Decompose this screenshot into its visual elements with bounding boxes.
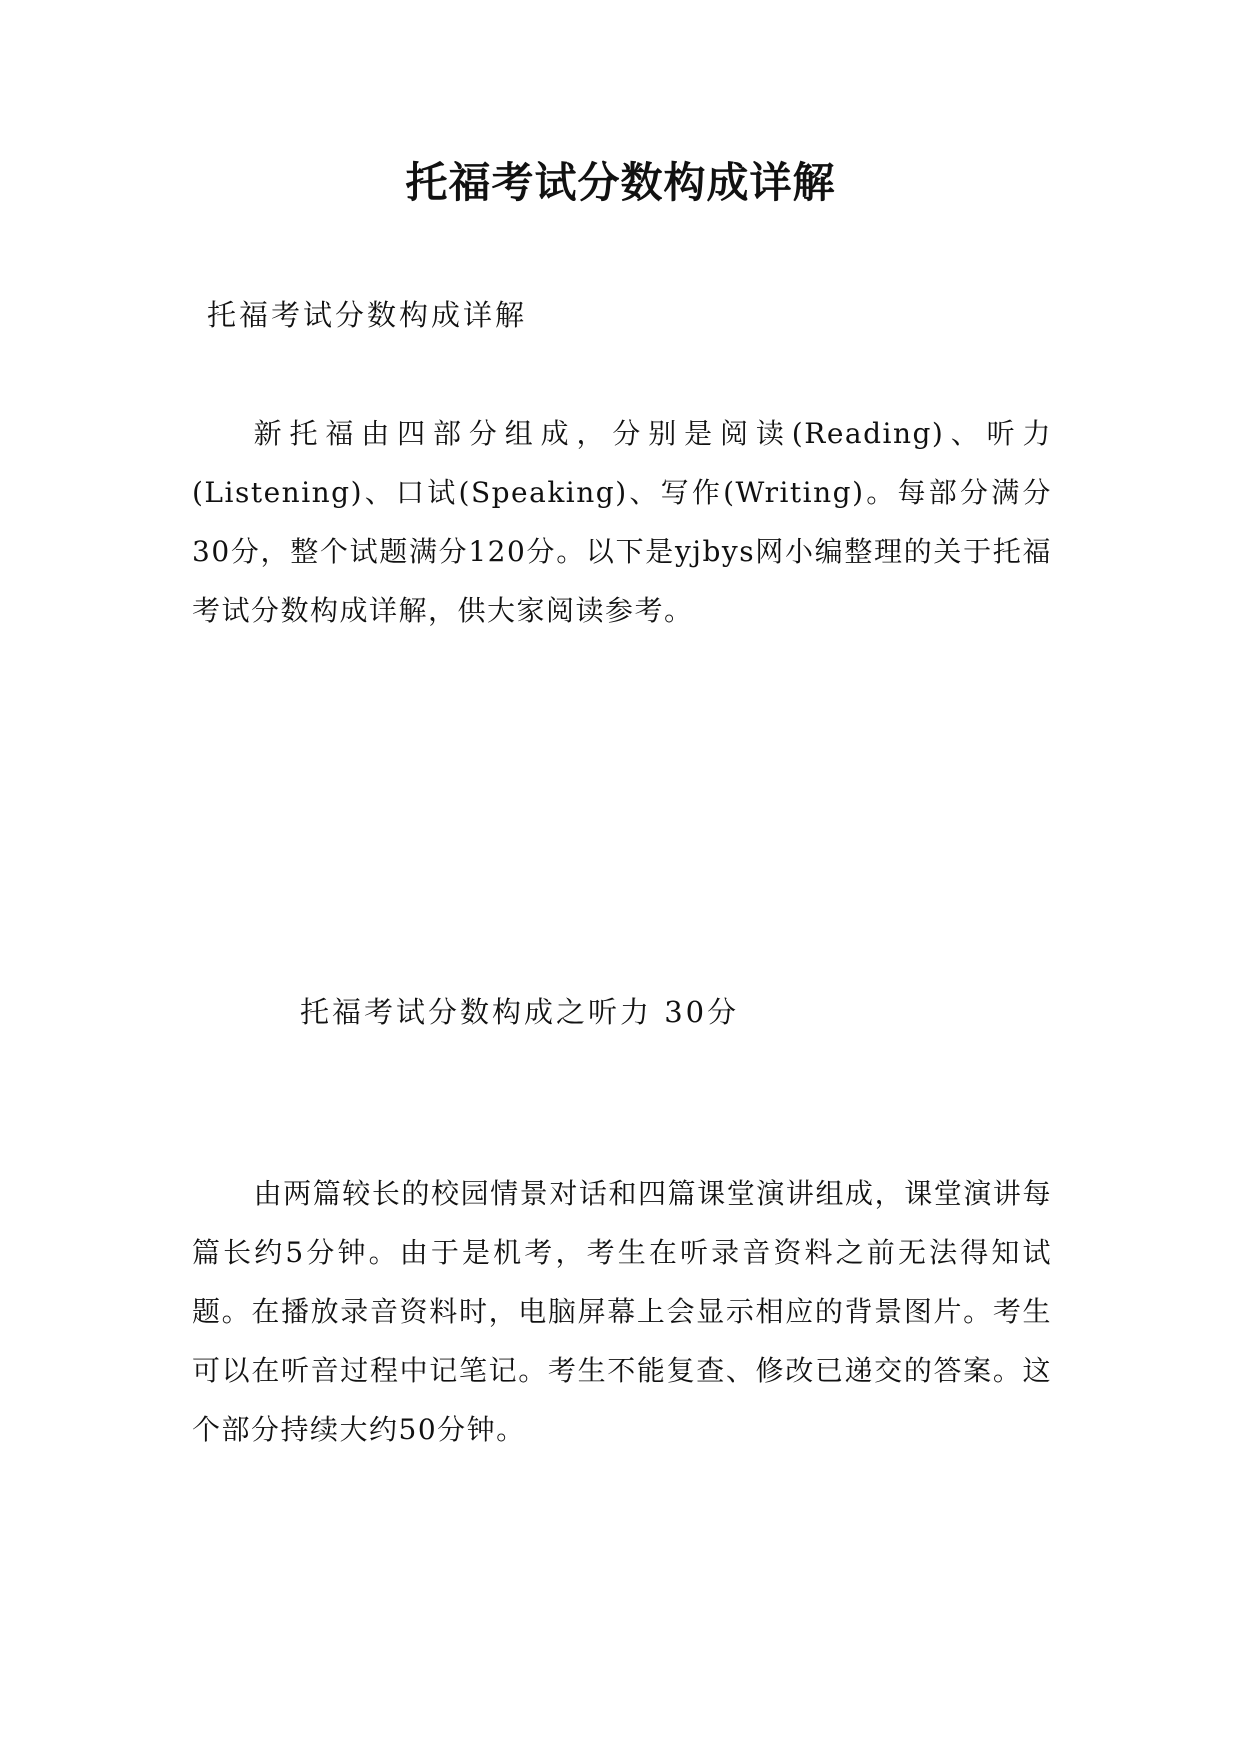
document-title: 托福考试分数构成详解: [405, 158, 836, 207]
section-body-listening: 由两篇较长的校园情景对话和四篇课堂演讲组成，课堂演讲每篇长约5分钟。由于是机考，考生在听录音资料之前无法得知试题。在播放录音资料时，电脑屏幕上会显示相应的背景图片。考生可以在听音过程中记笔记。考生不能复查、修改已递交的答案。这个部分持续大约50分钟。: [192, 1177, 1052, 1446]
intro-paragraph: 新托福由四部分组成，分别是阅读(Reading)、听力(Listening)、口试(Speaking)、写作(Writing)。每部分满分30分，整个试题满分120分。以下是yjbys网小编整理的关于托福考试分数构成详解，供大家阅读参考。: [192, 417, 1052, 627]
section-heading-listening: 托福考试分数构成之听力 30分: [300, 995, 740, 1029]
document-subtitle: 托福考试分数构成详解: [207, 298, 528, 332]
